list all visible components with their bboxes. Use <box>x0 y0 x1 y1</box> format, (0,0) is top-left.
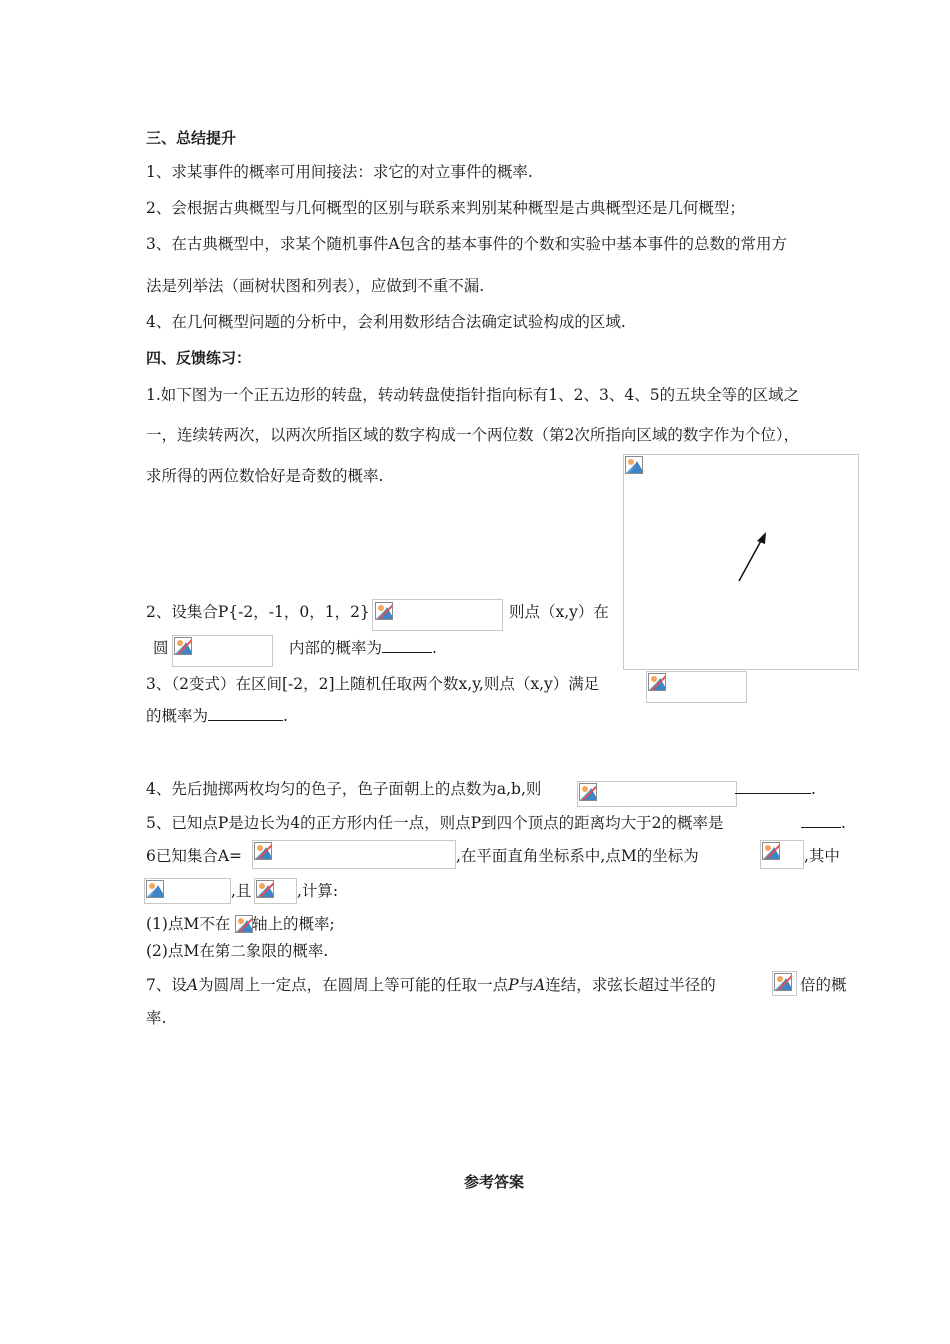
q2-circle-label: 圆 <box>153 639 169 657</box>
q2-formula-image <box>372 599 503 631</box>
q2-probability-text <box>289 638 437 658</box>
broken-image-icon <box>235 915 253 933</box>
q2-answer-blank[interactable] <box>382 652 432 653</box>
q3-text: 3、（2变式）在区间[-2，2]上随机任取两个数x,y,则点（x,y）满足 <box>146 675 600 693</box>
q6-coordinate-text: ,在平面直角坐标系中,点M的坐标为 <box>456 847 699 865</box>
q5-text: 5、已知点P是边长为4的正方形内任一点，则点P到四个顶点的距离均大于2的概率是 <box>146 814 724 832</box>
q1-line-1: 1.如下图为一个正五边形的转盘，转动转盘使指针指向标有1、2、3、4、5的五块全等的区域之 <box>146 386 800 404</box>
q2-circle-formula-image <box>172 635 273 667</box>
q7-times-text: 倍的概 <box>800 976 847 994</box>
q2-point-text: 则点（x,y）在 <box>509 603 609 621</box>
broken-image-icon <box>174 637 192 655</box>
q5-period: . <box>841 814 846 832</box>
q6-set-formula-image <box>252 840 456 869</box>
q7-point-p: P <box>508 976 519 994</box>
q4-answer <box>735 779 816 799</box>
q7-part-3: 与 <box>518 976 535 994</box>
q7-point-a: A <box>186 976 199 994</box>
q7-part-2: 为圆周上一定点，在圆周上等可能的任取一点 <box>198 976 509 994</box>
q1-line-2: 一，连续转两次，以两次所指区域的数字构成一个两位数（第2次所指向区域的数字作为个位）， <box>146 426 800 444</box>
summary-item-2: 2、会根据古典概型与几何概型的区别与联系来判别某种概型是古典概型还是几何概型； <box>146 199 745 217</box>
q6-condition-1-image <box>144 878 231 904</box>
q7-text <box>146 975 716 995</box>
summary-item-3-cont: 法是列举法（画树状图和列表），应做到不重不漏. <box>146 277 485 295</box>
q6-compute-text: ,计算: <box>297 882 339 900</box>
q7-line-2: 率. <box>146 1009 167 1027</box>
q2-set-text: 2、设集合P{-2，-1，0，1，2} <box>146 603 370 621</box>
q6-point-formula-image <box>760 840 804 869</box>
q4-formula-image <box>577 781 737 807</box>
broken-image-icon <box>146 880 164 898</box>
spinner-pointer-arrow <box>624 455 860 671</box>
q6-and-text: ,且 <box>231 882 252 900</box>
q5-answer-blank[interactable] <box>801 827 841 828</box>
q7-sqrt-formula-image <box>772 971 797 996</box>
q4-text: 4、先后抛掷两枚均匀的色子，色子面朝上的点数为a,b,则 <box>146 780 542 798</box>
spinner-figure <box>623 454 859 670</box>
q2-period: . <box>432 639 437 657</box>
broken-image-icon <box>256 880 274 898</box>
q5-answer <box>801 813 846 833</box>
q7-part-1: 7、设 <box>146 976 187 994</box>
broken-image-icon <box>579 783 597 801</box>
q6-sub-2: (2)点M在第二象限的概率. <box>146 942 329 960</box>
section-title-summary: 三、总结提升 <box>146 129 237 147</box>
answers-title: 参考答案 <box>464 1173 525 1191</box>
q4-period: . <box>811 780 816 798</box>
q4-answer-blank[interactable] <box>735 793 811 794</box>
q3-probability-text <box>146 706 288 726</box>
section-title-practice: 四、反馈练习： <box>146 349 252 367</box>
broken-image-icon <box>375 602 393 620</box>
q7-point-a-2: A <box>534 976 546 994</box>
broken-image-icon <box>762 842 780 860</box>
broken-image-icon <box>254 842 272 860</box>
broken-image-icon <box>774 973 792 991</box>
q3-probability-label: 的概率为 <box>146 707 209 725</box>
q3-condition-formula-image <box>646 671 747 703</box>
q2-probability-label: 内部的概率为 <box>289 639 383 657</box>
summary-item-4: 4、在几何概型问题的分析中，会利用数形结合法确定试验构成的区域. <box>146 313 626 331</box>
summary-item-1: 1、求某事件的概率可用间接法：求它的对立事件的概率. <box>146 163 533 181</box>
q6-set-text: 6已知集合A= <box>146 847 243 865</box>
q3-period: . <box>283 707 288 725</box>
q6-sub-1a: (1)点M不在 <box>146 915 231 933</box>
q1-line-3: 求所得的两位数恰好是奇数的概率. <box>146 467 384 485</box>
summary-item-3: 3、在古典概型中，求某个随机事件A包含的基本事件的个数和实验中基本事件的总数的常用方 <box>146 235 788 253</box>
q6-condition-2-image <box>254 878 297 904</box>
q7-part-4: 连结，求弦长超过半径的 <box>545 976 716 994</box>
q6-where-text: ,其中 <box>804 847 840 865</box>
broken-image-icon <box>648 673 666 691</box>
q3-answer-blank[interactable] <box>208 720 283 721</box>
q6-sub-1b: 轴上的概率; <box>252 915 335 933</box>
